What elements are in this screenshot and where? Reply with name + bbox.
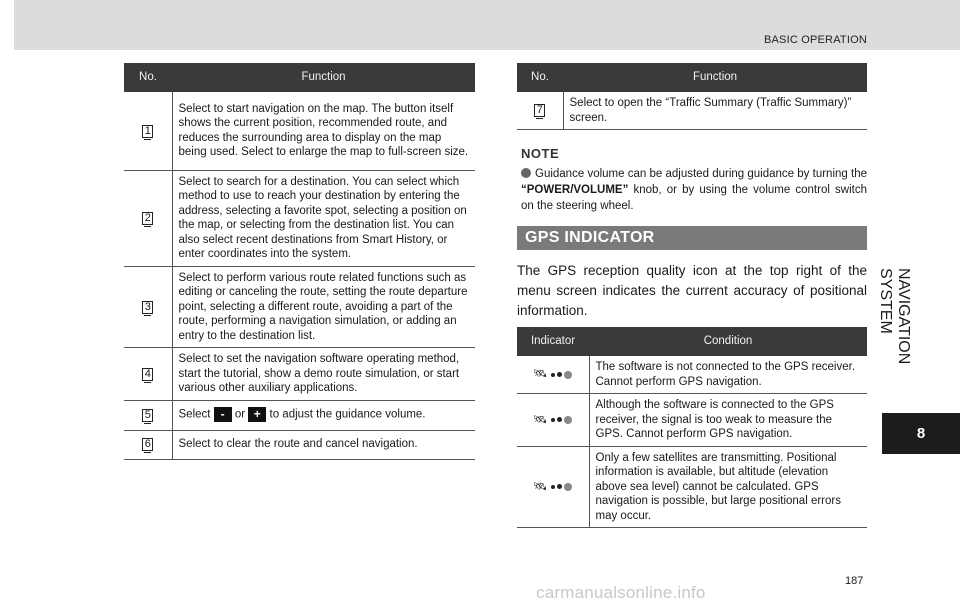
row-description: Only a few satellites are transmitting. Positional information is available, but altitude (elevation above sea level) cannot be calculated. GPS navigation is possible, but large positional errors may occur.	[589, 446, 867, 528]
row-description: Select to search for a destination. You can select which method to use to reach your destination by entering the address, selecting a favorite spot, selecting a position on the map, or selecting from the destination list. You can also select recent destinations from Smart History, or enter coordinates into the system.	[172, 170, 475, 266]
table-row	[124, 430, 475, 459]
row-description: Select to open the “Traffic Summary (Traffic Summary)” screen.	[563, 92, 867, 130]
header-bar	[14, 0, 960, 50]
knob-name: “POWER/VOLUME”	[521, 184, 629, 196]
row-number: 1	[142, 125, 153, 138]
table-row	[124, 400, 475, 430]
table-row	[124, 92, 475, 170]
column-header-no: No.	[124, 63, 172, 92]
section-intro: The GPS reception quality icon at the top right of the menu screen indicates the current accuracy of positional information.	[517, 263, 867, 318]
side-tab-title: NAVIGATION SYSTEM	[877, 268, 912, 365]
page-number: 187	[845, 575, 864, 587]
gps-indicator-icon	[533, 480, 572, 495]
bullet-icon	[521, 168, 531, 178]
note-title: NOTE	[521, 146, 560, 161]
table-row	[517, 356, 867, 394]
signal-dot	[564, 416, 572, 424]
note-body: Guidance volume can be adjusted during guidance by turning the “POWER/VOLUME” knob, or by using the volume control switch on the steering wheel.	[521, 168, 867, 212]
table-row	[517, 394, 867, 447]
chapter-badge: 8	[882, 413, 960, 454]
row-description: Select to set the navigation software operating method, start the tutorial, show a demo route simulation, or start various other auxiliary applications.	[172, 348, 475, 401]
table-row	[124, 348, 475, 401]
column-header-indicator: Indicator	[517, 327, 589, 356]
row-number: 3	[142, 301, 153, 314]
row-number: 4	[142, 368, 153, 381]
satellite-icon: 🛰︎	[533, 368, 548, 381]
section-title: BASIC OPERATION	[763, 34, 867, 46]
watermark: carmanualsonline.info	[536, 583, 706, 602]
row-description: Select - or + to adjust the guidance volume.	[172, 400, 475, 430]
section-heading: GPS INDICATOR	[517, 226, 867, 250]
signal-dot	[564, 371, 572, 379]
table-row	[517, 446, 867, 528]
function-table-right	[517, 63, 867, 130]
gps-indicator-table	[517, 327, 867, 528]
row-description: Select to clear the route and cancel navigation.	[172, 430, 475, 459]
row-description: Select to perform various route related functions such as editing or canceling the route, setting the route departure point, selecting a different route, avoiding a part of the route, performing a navigation simulation, or adding an entry to the destination list.	[172, 266, 475, 348]
satellite-icon: 🛰︎	[533, 480, 548, 493]
column-header-no: No.	[517, 63, 563, 92]
row-number: 5	[142, 409, 153, 422]
table-row	[124, 170, 475, 266]
plus-icon: +	[248, 407, 266, 422]
minus-icon: -	[214, 407, 232, 422]
gps-indicator-icon	[533, 367, 572, 382]
row-description: The software is not connected to the GPS receiver. Cannot perform GPS navigation.	[589, 356, 867, 394]
table-row	[124, 266, 475, 348]
row-description: Although the software is connected to the GPS receiver, the signal is too weak to measure the GPS. Cannot perform GPS navigation.	[589, 394, 867, 447]
column-header-condition: Condition	[589, 327, 867, 356]
satellite-icon: 🛰︎	[533, 413, 548, 426]
gps-indicator-icon	[533, 413, 572, 428]
column-header-function: Function	[563, 63, 867, 92]
signal-dot	[564, 483, 572, 491]
row-number: 2	[142, 212, 153, 225]
column-header-function: Function	[172, 63, 475, 92]
row-number: 7	[534, 104, 545, 117]
row-number: 6	[142, 438, 153, 451]
table-row	[517, 92, 867, 130]
function-table-left	[124, 63, 475, 460]
row-description: Select to start navigation on the map. The button itself shows the current position, recommended route, and reduces the surrounding area to display on the map being used. Select to enlarge the map to full-screen size.	[172, 92, 475, 170]
